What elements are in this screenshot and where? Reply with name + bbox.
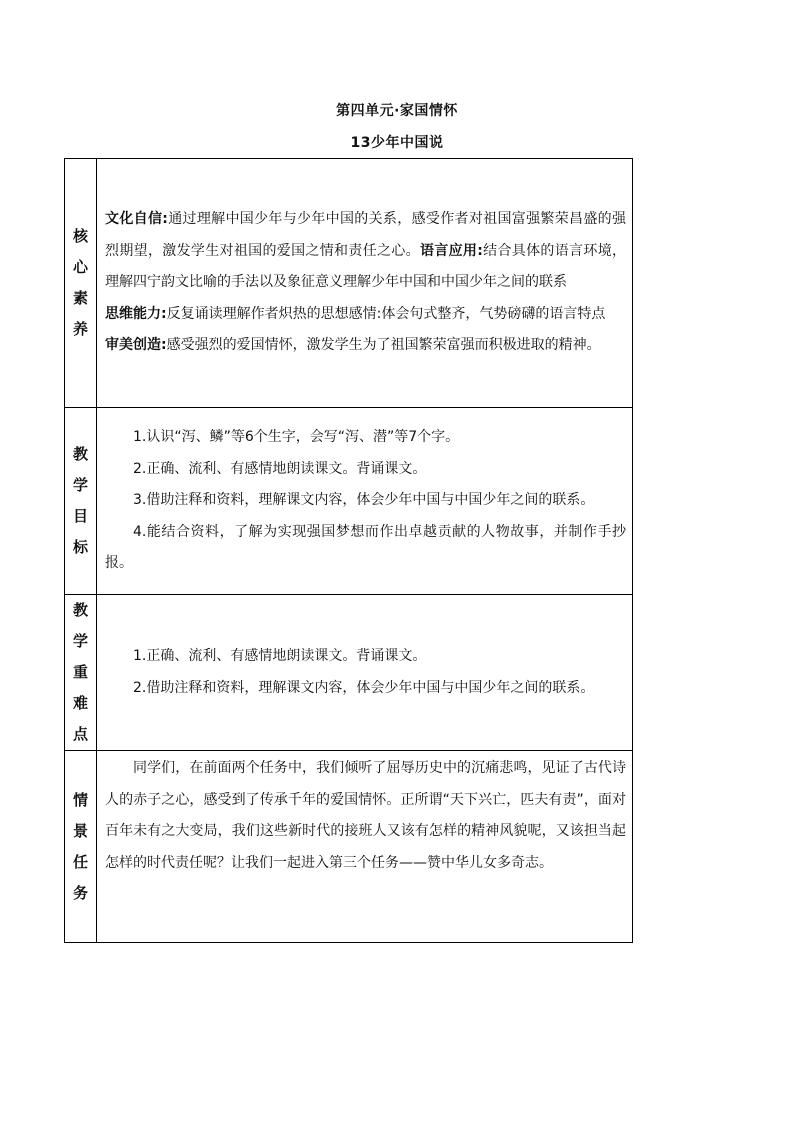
label-char: 学 xyxy=(72,632,88,650)
text-thinking: 反复诵读理解作者炽热的思想感情:体会句式整齐，气势磅礴的语言特点 xyxy=(166,305,606,322)
keyword-language: 语言应用: xyxy=(419,242,483,259)
key-item: 1.正确、流利、有感情地朗读课文。背诵课文。 xyxy=(133,648,427,664)
core-item-aesthetic xyxy=(105,330,626,362)
label-char: 景 xyxy=(72,821,88,840)
key-difficulties-label xyxy=(65,595,97,751)
label-char: 难 xyxy=(72,694,88,712)
label-char: 标 xyxy=(72,538,88,556)
text-culture: 通过理解中国少年与少年中国的关系，感受作者对祖国富强繁荣昌盛的强烈期望，激发学生对祖国的爱国之情和责任之心。 xyxy=(105,211,626,259)
goal-item: 1.认识“泻、鳞”等6个生字，会写“泻、潜”等7个字。 xyxy=(133,429,460,446)
task-text: 同学们，在前面两个任务中，我们倾听了屈辱历史中的沉痛悲鸣，见证了古代诗人的赤子之心，感受到了传承千年的爱国情怀。正所谓“天下兴亡，匹夫有责”，面对百年未有之大变局，我们这些新时代的接班人又该有怎样的精神风貌呢，又该担当起怎样的时代责任呢？让我们一起进入第三个任务——赞中华儿女多奇志。 xyxy=(105,760,626,871)
scenario-task-content xyxy=(97,751,633,943)
goal-item: 4.能结合资料，了解为实现强国梦想而作出卓越贡献的人物故事，并制作手抄报。 xyxy=(105,523,626,572)
core-literacy-row xyxy=(65,159,633,408)
label-char: 务 xyxy=(72,883,88,902)
text-aesthetic: 感受强烈的爱国情怀，激发学生为了祖国繁荣富强而积极进取的精神。 xyxy=(166,337,601,354)
scenario-task-row xyxy=(65,751,633,943)
label-char: 重 xyxy=(72,663,88,681)
lesson-title: 13少年中国说 xyxy=(350,135,444,151)
scenario-task-label xyxy=(65,751,97,943)
core-item-thinking xyxy=(105,299,626,331)
goal-item: 3.借助注释和资料，理解课文内容，体会少年中国与中国少年之间的联系。 xyxy=(133,492,595,509)
label-char: 核 xyxy=(72,227,88,245)
label-char: 教 xyxy=(72,601,88,619)
key-item: 2.借助注释和资料，理解课文内容，体会少年中国与中国少年之间的联系。 xyxy=(133,679,595,696)
keyword-culture: 文化自信: xyxy=(105,211,168,228)
label-char: 心 xyxy=(72,258,88,276)
text-language: 结合具体的语言环境，理解四宁韵文比喻的手法以及象征意义理解少年中国和中国少年之间的联系 xyxy=(105,242,627,291)
teaching-goals-label xyxy=(65,408,97,595)
key-difficulties-content xyxy=(97,595,633,751)
label-char: 点 xyxy=(72,725,88,743)
core-literacy-content xyxy=(97,159,633,408)
goal-item: 2.正确、流利、有感情地朗读课文。背诵课文。 xyxy=(133,460,427,477)
label-char: 教 xyxy=(72,445,88,463)
core-literacy-label xyxy=(65,159,97,408)
keyword-thinking: 思维能力: xyxy=(105,305,167,322)
teaching-goals-content xyxy=(97,408,633,595)
label-char: 素 xyxy=(72,289,88,307)
label-char: 任 xyxy=(72,852,88,871)
unit-title: 第四单元·家国情怀 xyxy=(336,103,458,119)
label-char: 学 xyxy=(72,476,88,494)
core-item-culture xyxy=(105,204,626,299)
lesson-plan-table xyxy=(64,158,633,943)
keyword-aesthetic: 审美创造: xyxy=(105,337,167,354)
label-char: 情 xyxy=(72,790,88,809)
label-char: 养 xyxy=(72,320,88,338)
key-difficulties-row xyxy=(65,595,633,751)
label-char: 目 xyxy=(72,507,88,525)
teaching-goals-row xyxy=(65,408,633,595)
